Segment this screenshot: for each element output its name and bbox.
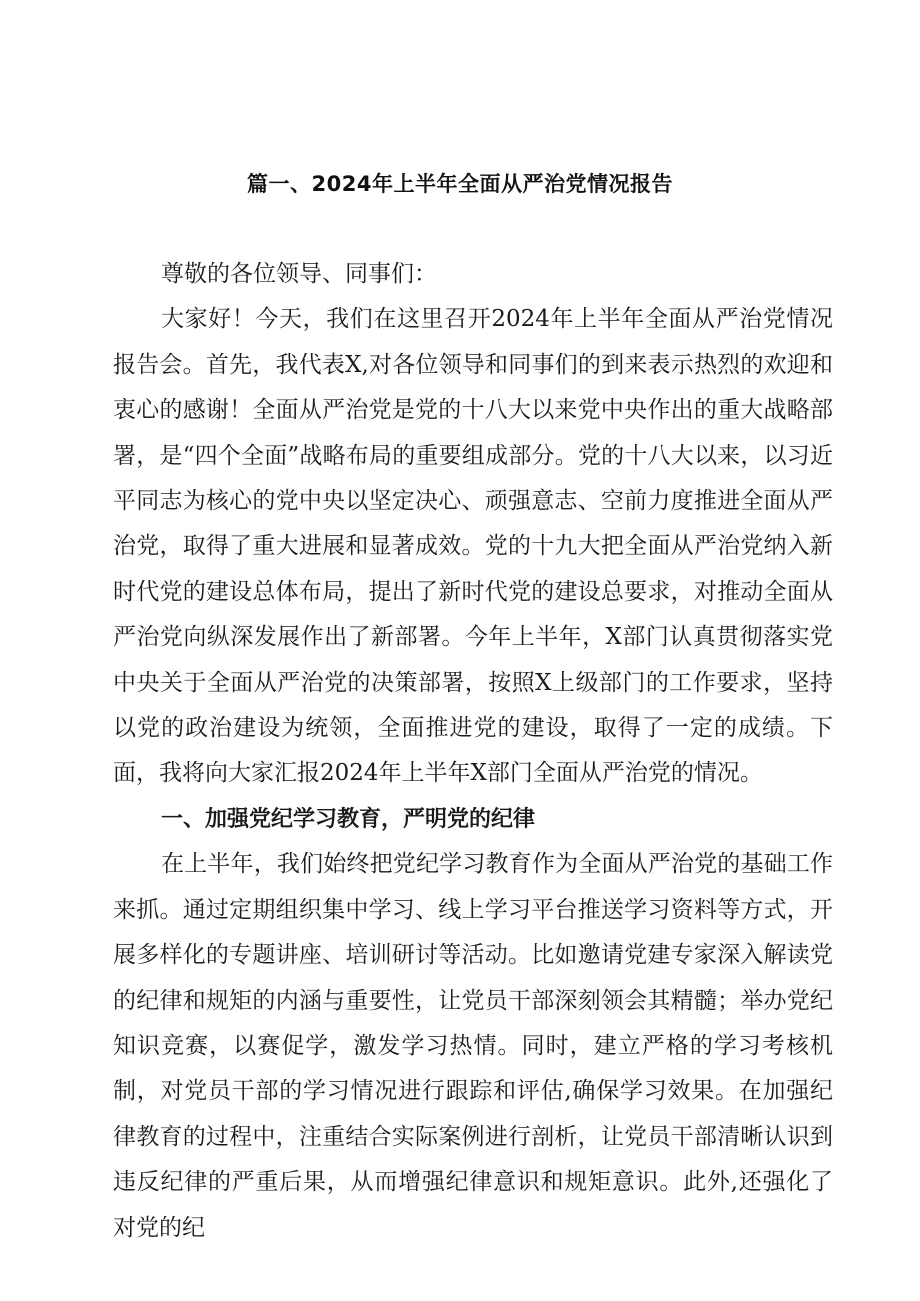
salutation: 尊敬的各位领导、同事们： [161,261,437,287]
paragraph-section-1: 在上半年，我们始终把党纪学习教育作为全面从严治党的基础工作来抓。通过定期组织集中学习、线上学习平台推送学习资料等方式，开展多样化的专题讲座、培训研讨等活动。比如邀请党建专家深入解读党的纪律和规矩的内涵与重要性，让党员干部深刻领会其精髓；举办党纪知识竞赛，以赛促学，激发学习热情。同时，建立严格的学习考核机制，对党员干部的学习情况进行跟踪和评估,确保学习效果。在加强纪律教育的过程中，注重结合实际案例进行剖析，让党员干部清晰认识到违反纪律的严重后果，从而增强纪律意识和规矩意识。此外,还强化了对党的纪 [113,851,833,1241]
section-heading-1: 一、加强党纪学习教育，严明党的纪律 [161,806,536,832]
paragraph-opening: 大家好！今天，我们在这里召开2024年上半年全面从严治党情况报告会。首先，我代表X,对各位领导和同事们的到来表示热烈的欢迎和衷心的感谢！全面从严治党是党的十八大以来党中央作出的重大战略部署，是“四个全面”战略布局的重要组成部分。党的十八大以来，以习近平同志为核心的党中央以坚定决心、顽强意志、空前力度推进全面从严治党，取得了重大进展和显著成效。党的十九大把全面从严治党纳入新时代党的建设总体布局，提出了新时代党的建设总要求，对推动全面从严治党向纵深发展作出了新部署。今年上半年，X部门认真贯彻落实党中央关于全面从严治党的决策部署，按照X上级部门的工作要求，坚持以党的政治建设为统领，全面推进党的建设，取得了一定的成绩。下面，我将向大家汇报2024年上半年X部门全面从严治党的情况。 [113,306,833,787]
document-body [113,252,833,1251]
document-title: 篇一、2024年上半年全面从严治党情况报告 [247,172,673,196]
